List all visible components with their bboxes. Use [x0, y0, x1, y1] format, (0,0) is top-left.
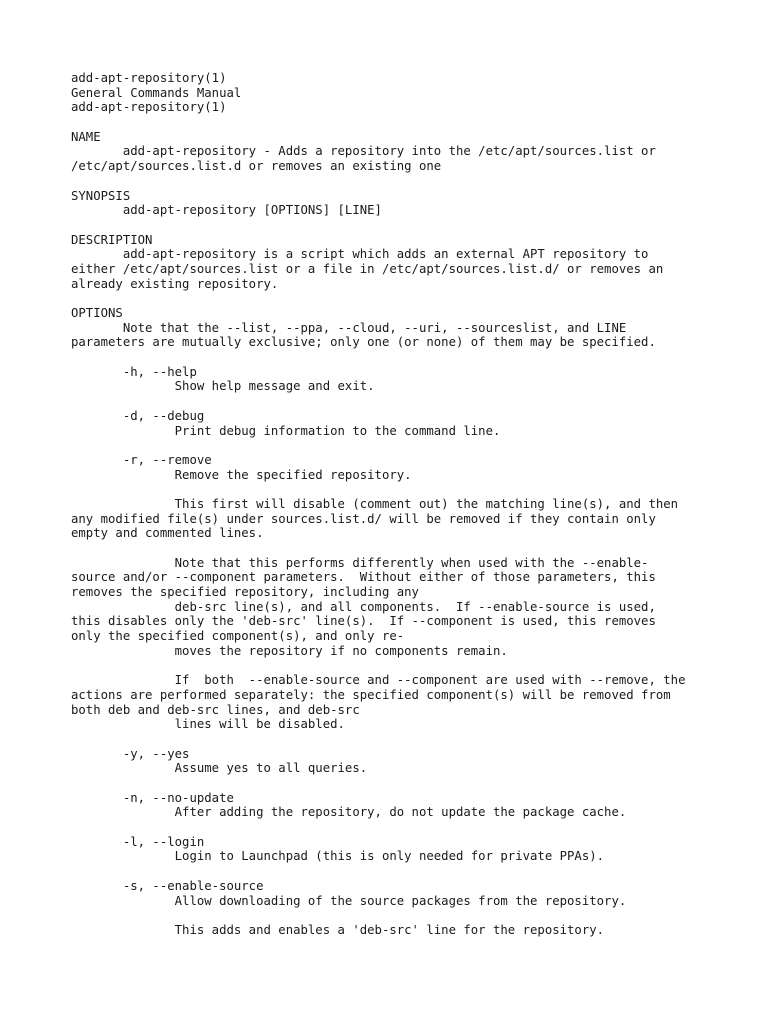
text-line: Note that this performs differently when used with the --enable- [71, 555, 649, 570]
text-line: removes the specified repository, including any [71, 585, 419, 600]
text-line: lines will be disabled. [71, 717, 345, 732]
option-yes: -y, --yes [71, 746, 190, 761]
blank-line [71, 174, 731, 189]
blank-line [71, 732, 731, 747]
text-line: any modified file(s) under sources.list.d/ will be removed if they contain only [71, 511, 656, 526]
text-line: Assume yes to all queries. [71, 761, 368, 776]
text-line: Note that the --list, --ppa, --cloud, --uri, --sourceslist, and LINE [71, 320, 627, 335]
text-line: Print debug information to the command line. [71, 423, 501, 438]
section-heading-options: OPTIONS [71, 306, 123, 320]
blank-line [71, 776, 731, 791]
text-line: source and/or --component parameters. Without either of those parameters, this [71, 570, 656, 585]
blank-line [71, 291, 731, 306]
text-line: this disables only the 'deb-src' line(s). If --component is used, this removes [71, 614, 656, 629]
blank-line [71, 864, 731, 879]
option-login: -l, --login [71, 834, 205, 849]
text-line: Show help message and exit. [71, 379, 375, 394]
text-line: add-apt-repository is a script which adds an external APT repository to [71, 247, 649, 262]
blank-line [71, 659, 731, 674]
header-line: add-apt-repository(1) [71, 100, 227, 115]
text-line: moves the repository if no components remain. [71, 643, 508, 658]
blank-line [71, 820, 731, 835]
text-line: actions are performed separately: the specified component(s) will be removed from [71, 687, 671, 702]
blank-line [71, 908, 731, 923]
section-heading-name: NAME [71, 129, 101, 144]
text-line: If both --enable-source and --component are used with --remove, the [71, 673, 686, 688]
blank-line [71, 482, 731, 497]
text-line: After adding the repository, do not update the package cache. [71, 805, 627, 820]
text-line: Remove the specified repository. [71, 467, 412, 482]
text-line: /etc/apt/sources.list.d or removes an existing one [71, 159, 442, 174]
text-line: add-apt-repository - Adds a repository into the /etc/apt/sources.list or [71, 144, 656, 159]
option-enable-source: -s, --enable-source [71, 878, 264, 893]
text-line: deb-src line(s), and all components. If --enable-source is used, [71, 599, 656, 614]
header-line: add-apt-repository(1) [71, 71, 227, 85]
text-line: both deb and deb-src lines, and deb-src [71, 702, 360, 717]
text-line: only the specified component(s), and only re- [71, 629, 405, 644]
text-line: empty and commented lines. [71, 526, 264, 541]
text-line: Login to Launchpad (this is only needed for private PPAs). [71, 849, 605, 864]
option-debug: -d, --debug [71, 408, 205, 423]
blank-line [71, 541, 731, 556]
text-line: This adds and enables a 'deb-src' line for the repository. [71, 922, 605, 937]
text-line: parameters are mutually exclusive; only one (or none) of them may be specified. [71, 335, 656, 350]
option-no-update: -n, --no-update [71, 790, 234, 805]
text-line: already existing repository. [71, 276, 279, 291]
text-line: Allow downloading of the source packages from the repository. [71, 893, 627, 908]
blank-line [71, 350, 731, 365]
section-heading-synopsis: SYNOPSIS [71, 188, 131, 203]
option-help: -h, --help [71, 364, 197, 379]
text-line: add-apt-repository [OPTIONS] [LINE] [71, 203, 382, 218]
blank-line [71, 394, 731, 409]
man-page-body [71, 71, 731, 938]
text-line: This first will disable (comment out) the matching line(s), and then [71, 496, 679, 511]
header-line: General Commands Manual [71, 85, 242, 100]
text-line: either /etc/apt/sources.list or a file in /etc/apt/sources.list.d/ or removes an [71, 261, 664, 276]
blank-line [71, 438, 731, 453]
section-heading-description: DESCRIPTION [71, 232, 153, 247]
blank-line [71, 115, 731, 130]
option-remove: -r, --remove [71, 452, 212, 467]
blank-line [71, 218, 731, 233]
